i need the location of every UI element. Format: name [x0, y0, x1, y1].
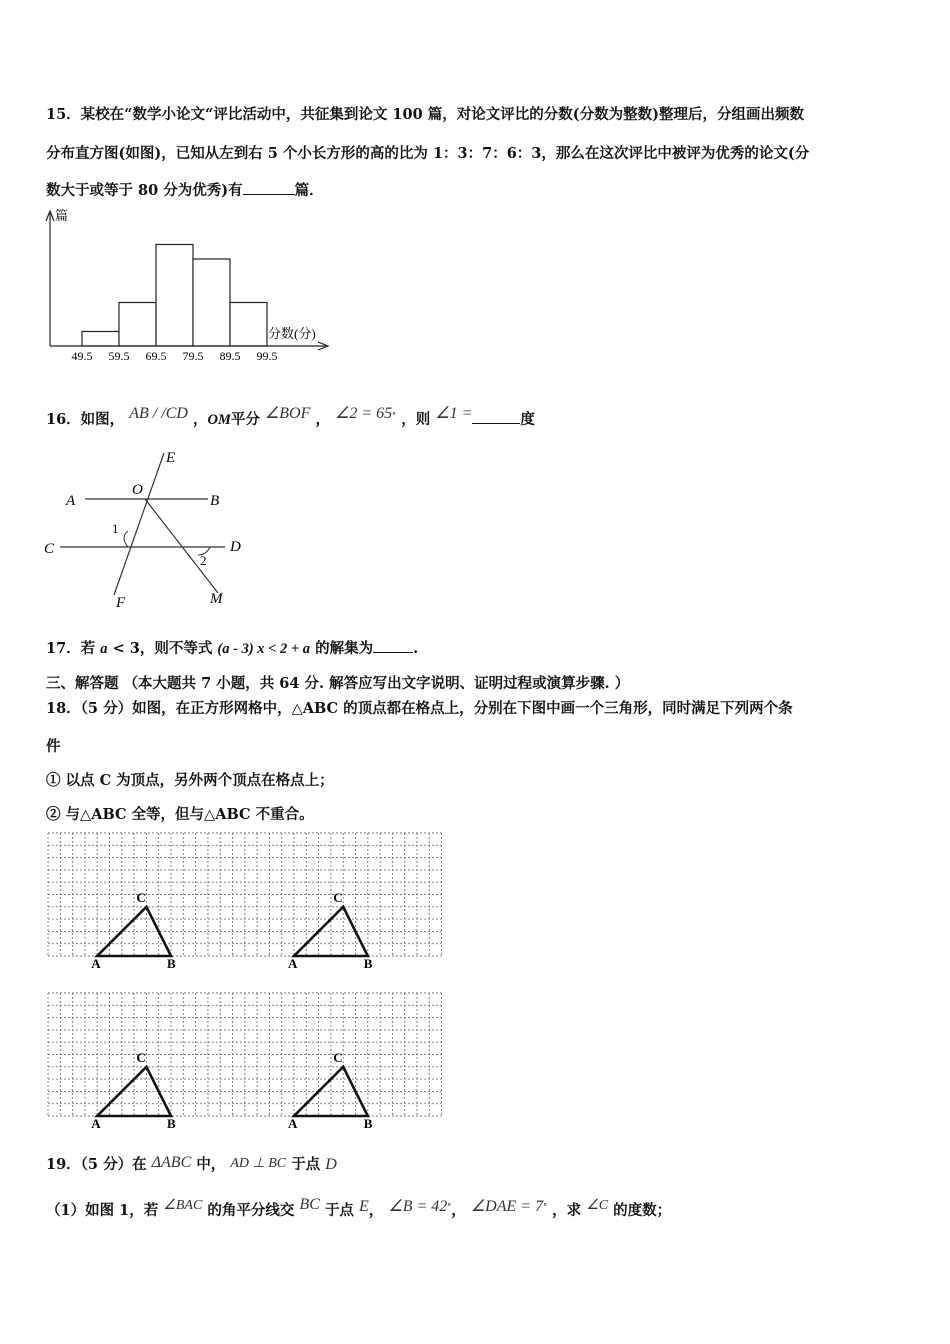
q19-angle-b: ∠B = 42 — [388, 1198, 448, 1215]
label-e: E — [166, 450, 176, 466]
q19-ask: ，求 — [552, 1202, 582, 1219]
q18-cond1: ① 以点 C 为顶点，另外两个顶点在格点上； — [46, 772, 334, 789]
section-3-heading: 三、解答题 （本大题共 7 小题，共 64 分. 解答应写出文字说明、证明过程或演算步骤. ） — [46, 675, 630, 692]
vertex-label-c: C — [333, 889, 343, 905]
q19-p1a: （1）如图 1，若 — [46, 1202, 159, 1219]
answer-blank-17[interactable] — [373, 640, 413, 653]
q19-head: 19．（5 分）在 — [46, 1156, 147, 1173]
grid-panel — [48, 993, 442, 1131]
q15-line3-end: 篇． — [294, 182, 324, 199]
q15-line2: 分布直方图(如图)，已知从左到右 5 个小长方形的高的比为 1：3：7：6：3，那么在这次评比中被评为优秀的论文(分 — [46, 145, 810, 162]
y-axis-label: 篇 — [55, 208, 69, 223]
x-tick-label: 89.5 — [219, 349, 241, 363]
answer-blank-16[interactable] — [472, 411, 520, 424]
q19-point-d: D — [325, 1156, 337, 1173]
answer-blank-15[interactable] — [243, 182, 295, 195]
vertex-label-c: C — [136, 1049, 146, 1065]
q16-line: 16．如图， AB / /CD ，OM平分 ∠BOF ， ∠2 = 65° ，则 ∠1 = 度 — [46, 405, 535, 428]
x-tick-label: 69.5 — [145, 349, 167, 363]
x-tick-label: 79.5 — [182, 349, 204, 363]
figure-16 — [40, 445, 260, 615]
q17-var-a: a — [100, 641, 108, 657]
label-d: D — [230, 539, 241, 555]
q16-angle2: ∠2 = 65 — [335, 405, 393, 422]
label-o: O — [132, 482, 143, 498]
q19-p1c: 于点 — [324, 1202, 354, 1219]
label-angle-2: 2 — [200, 553, 207, 568]
label-angle-1: 1 — [112, 521, 119, 536]
q17-line — [46, 637, 418, 658]
angle-1-arc — [124, 531, 128, 547]
line-ef — [114, 453, 164, 595]
q15-line1: 15．某校在“数学小论文“评比活动中，共征集到论文 100 篇，对论文评比的分数(分数为整数)整理后，分组画出频数 — [46, 106, 804, 123]
grid-panel — [48, 833, 442, 971]
vertex-label-b: B — [167, 956, 176, 971]
vertex-label-c: C — [136, 889, 146, 905]
x-axis-label: 分数(分) — [268, 326, 316, 341]
x-tick-label: 99.5 — [256, 349, 278, 363]
q19-part1: （1）如图 1，若 ∠BAC 的角平分线交 BC 于点 E， ∠B = 42°， ∠DAE = 7° ，求 ∠C 的度数； — [46, 1196, 672, 1219]
q19-angle-dae: ∠DAE = 7 — [470, 1198, 544, 1215]
q19-perp: AD ⊥ BC — [230, 1156, 287, 1171]
label-c: C — [44, 541, 55, 557]
label-m: M — [210, 591, 223, 607]
vertex-label-a: A — [288, 1116, 298, 1131]
vertex-label-a: A — [91, 956, 101, 971]
vertex-label-a: A — [91, 1116, 101, 1131]
q17-a: 17．若 — [46, 640, 96, 657]
x-tick-label: 59.5 — [108, 349, 130, 363]
q17-lt3: < 3，则不等式 — [112, 640, 213, 657]
q18-cond2: ② 与△ABC 全等，但与△ABC 不重合。 — [46, 806, 314, 823]
label-b: B — [210, 493, 220, 509]
q19-bc: BC — [299, 1196, 320, 1213]
q18-line1: 18．（5 分）如图，在正方形网格中，△ABC 的顶点都在格点上，分别在下图中画一个三角形，同时满足下列两个条 — [46, 700, 793, 717]
q16-unit: 度 — [520, 411, 535, 428]
histogram-bar — [82, 332, 119, 347]
q16-bisects: 平分 — [230, 411, 260, 428]
q15-line3 — [46, 179, 324, 200]
q16-angle-bof: ∠BOF — [264, 405, 311, 422]
q17-b: 的解集为 — [315, 640, 374, 657]
q19-p1d: 的度数； — [613, 1202, 672, 1219]
q16-om: OM — [207, 412, 231, 428]
ray-om — [145, 499, 218, 593]
q19-angle-bac: ∠BAC — [163, 1198, 203, 1213]
histogram-bar — [119, 303, 156, 347]
q19-triangle: ΔABC — [151, 1154, 192, 1171]
label-a: A — [66, 493, 76, 509]
grid-panels — [40, 828, 460, 1138]
q16-parallel: AB / /CD — [129, 405, 188, 422]
q18-line2: 件 — [46, 738, 61, 755]
histogram-bar — [230, 303, 267, 347]
q15-line3-text: 数大于或等于 80 分为优秀)有 — [46, 182, 243, 199]
q16-prefix: 16．如图， — [46, 411, 125, 428]
q19-line — [46, 1153, 337, 1174]
q17-end: . — [413, 640, 419, 657]
histogram-bar — [156, 245, 193, 347]
vertex-label-a: A — [288, 956, 298, 971]
q19-foot: 于点 — [291, 1156, 321, 1173]
q17-expr: (a - 3) x < 2 + a — [217, 641, 311, 657]
vertex-label-b: B — [167, 1116, 176, 1131]
label-f: F — [116, 595, 126, 611]
q19-angle-c: ∠C — [586, 1198, 609, 1213]
x-tick-label: 49.5 — [71, 349, 93, 363]
vertex-label-b: B — [363, 1116, 373, 1131]
vertex-label-b: B — [363, 956, 373, 971]
q19-point-e: E — [359, 1198, 369, 1215]
q19-mid: 中， — [196, 1156, 226, 1173]
q19-p1b: 的角平分线交 — [207, 1202, 295, 1219]
q16-then: ，则 — [401, 411, 431, 428]
histogram-chart — [40, 205, 340, 365]
histogram-bar — [193, 259, 230, 346]
vertex-label-c: C — [333, 1049, 343, 1065]
q16-angle1: ∠1 = — [435, 405, 473, 422]
